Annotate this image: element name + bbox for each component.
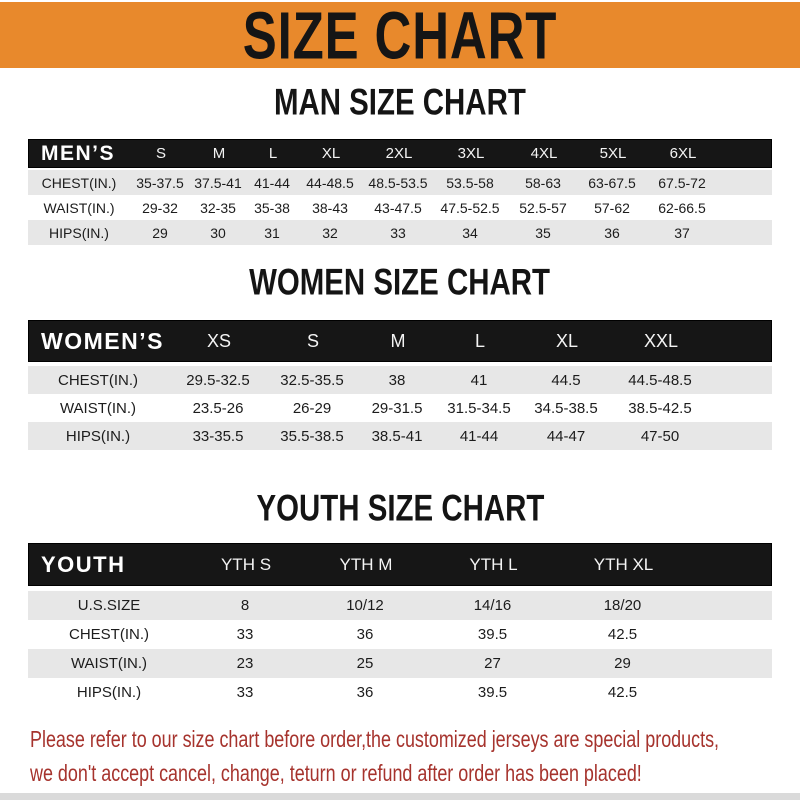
size-value: 41-44 <box>459 427 499 445</box>
row-label: CHEST(IN.) <box>58 371 138 389</box>
size-value: 32.5-35.5 <box>280 371 344 389</box>
size-value: 29 <box>152 224 168 241</box>
row-label: HIPS(IN.) <box>76 684 142 701</box>
row-label: CHEST(IN.) <box>41 174 117 191</box>
table-row <box>28 195 772 220</box>
size-value: 39.5 <box>477 626 508 643</box>
size-value: 37.5-41 <box>194 174 242 191</box>
size-value: 33 <box>236 626 254 643</box>
column-header: L <box>474 330 485 351</box>
size-value: 62-66.5 <box>658 199 706 216</box>
column-header: M <box>390 330 406 351</box>
column-header: 4XL <box>530 145 558 162</box>
size-value: 41-44 <box>254 174 290 191</box>
size-value: 35-38 <box>254 199 290 216</box>
women-size-table <box>28 320 772 450</box>
youth-size-table <box>28 543 772 707</box>
column-header: XL <box>555 330 579 351</box>
size-value: 23 <box>236 655 254 672</box>
table-title: WOMEN’S <box>41 327 164 354</box>
column-header: L <box>268 145 278 162</box>
size-value: 29 <box>614 655 631 672</box>
column-header: 3XL <box>457 145 485 162</box>
youth-section-heading <box>0 487 800 529</box>
size-value: 42.5 <box>607 684 638 701</box>
size-value: 37 <box>674 224 690 241</box>
row-label: WAIST(IN.) <box>70 655 148 672</box>
table-row <box>28 620 772 649</box>
size-value: 33-35.5 <box>192 427 244 445</box>
table-title: YOUTH <box>41 551 126 577</box>
table-row <box>28 220 772 245</box>
men-section-heading <box>0 81 800 123</box>
column-header: S <box>155 145 166 162</box>
row-label: HIPS(IN.) <box>49 224 109 241</box>
size-value: 8 <box>240 597 250 614</box>
size-value: 34 <box>462 224 478 241</box>
size-value: 34.5-38.5 <box>534 399 598 417</box>
column-header: XS <box>206 330 231 351</box>
women-section-heading-text: WOMEN SIZE CHART <box>249 261 551 303</box>
size-value: 29-31.5 <box>371 399 423 417</box>
disclaimer-line-2: we don't accept cancel, change, teturn or refund after order has been placed! <box>30 760 642 786</box>
men-size-table <box>28 139 772 245</box>
size-value: 25 <box>356 655 374 672</box>
size-value: 63-67.5 <box>588 174 636 191</box>
table-row <box>28 422 772 450</box>
size-value: 35.5-38.5 <box>280 427 344 445</box>
disclaimer-line-1: Please refer to our size chart before order,the customized jerseys are special products, <box>30 726 720 752</box>
size-value: 44-48.5 <box>306 174 354 191</box>
youth-section-heading-text: YOUTH SIZE CHART <box>256 487 544 529</box>
size-value: 33 <box>236 684 254 701</box>
row-label: HIPS(IN.) <box>65 427 131 445</box>
size-value: 23.5-26 <box>192 399 244 417</box>
women-section-heading <box>0 261 800 303</box>
table-row <box>28 591 772 620</box>
table-row <box>28 678 772 707</box>
size-value: 44.5-48.5 <box>628 371 692 389</box>
size-value: 53.5-58 <box>446 174 494 191</box>
size-value: 58-63 <box>525 174 561 191</box>
size-value: 43-47.5 <box>374 199 422 216</box>
size-value: 57-62 <box>594 199 630 216</box>
size-value: 44-47 <box>546 427 586 445</box>
column-header: YTH L <box>469 554 518 574</box>
size-value: 29-32 <box>142 199 178 216</box>
size-value: 35 <box>535 224 551 241</box>
column-header: YTH S <box>220 554 272 574</box>
size-value: 26-29 <box>292 399 332 417</box>
size-value: 47-50 <box>640 427 680 445</box>
size-value: 14/16 <box>473 597 512 614</box>
size-value: 31 <box>264 224 280 241</box>
size-value: 67.5-72 <box>658 174 706 191</box>
size-value: 41 <box>470 371 488 389</box>
disclaimer-text <box>30 722 800 790</box>
bottom-strip <box>0 793 800 800</box>
size-value: 32 <box>322 224 338 241</box>
size-value: 27 <box>484 655 501 672</box>
column-header: 5XL <box>599 145 627 162</box>
size-value: 30 <box>210 224 226 241</box>
column-header: M <box>212 145 226 162</box>
size-value: 42.5 <box>607 626 638 643</box>
men-section-heading-text: MAN SIZE CHART <box>274 81 526 123</box>
size-value: 36 <box>356 684 374 701</box>
size-value: 39.5 <box>477 684 508 701</box>
size-value: 52.5-57 <box>519 199 567 216</box>
row-label: CHEST(IN.) <box>69 626 149 643</box>
size-value: 47.5-52.5 <box>440 199 500 216</box>
table-row <box>28 649 772 678</box>
size-chart-banner <box>0 0 800 73</box>
table-row <box>28 394 772 422</box>
table-header-row <box>28 139 772 168</box>
size-value: 38-43 <box>312 199 348 216</box>
size-value: 38.5-42.5 <box>628 399 692 417</box>
table-row <box>28 170 772 195</box>
row-label: WAIST(IN.) <box>43 199 115 216</box>
size-value: 36 <box>604 224 620 241</box>
size-value: 36 <box>356 626 374 643</box>
row-label: WAIST(IN.) <box>59 399 137 417</box>
size-value: 38 <box>388 371 406 389</box>
size-value: 38.5-41 <box>371 427 423 445</box>
size-value: 48.5-53.5 <box>368 174 428 191</box>
size-value: 29.5-32.5 <box>186 371 250 389</box>
size-value: 18/20 <box>603 597 642 614</box>
row-label: U.S.SIZE <box>77 597 141 614</box>
column-header: XXL <box>643 330 679 351</box>
table-title: MEN’S <box>41 141 116 165</box>
size-value: 35-37.5 <box>136 174 184 191</box>
column-header: XL <box>321 145 341 162</box>
size-value: 32-35 <box>200 199 236 216</box>
table-row <box>28 366 772 394</box>
size-value: 10/12 <box>346 597 384 614</box>
column-header: S <box>306 330 319 351</box>
page-title: SIZE CHART <box>242 0 558 73</box>
column-header: YTH XL <box>593 554 654 574</box>
size-value: 33 <box>390 224 406 241</box>
table-header-row <box>28 543 772 586</box>
column-header: YTH M <box>339 554 393 574</box>
column-header: 2XL <box>385 145 413 162</box>
size-value: 31.5-34.5 <box>447 399 511 417</box>
column-header: 6XL <box>669 145 697 162</box>
size-value: 44.5 <box>551 371 581 389</box>
table-header-row <box>28 320 772 362</box>
